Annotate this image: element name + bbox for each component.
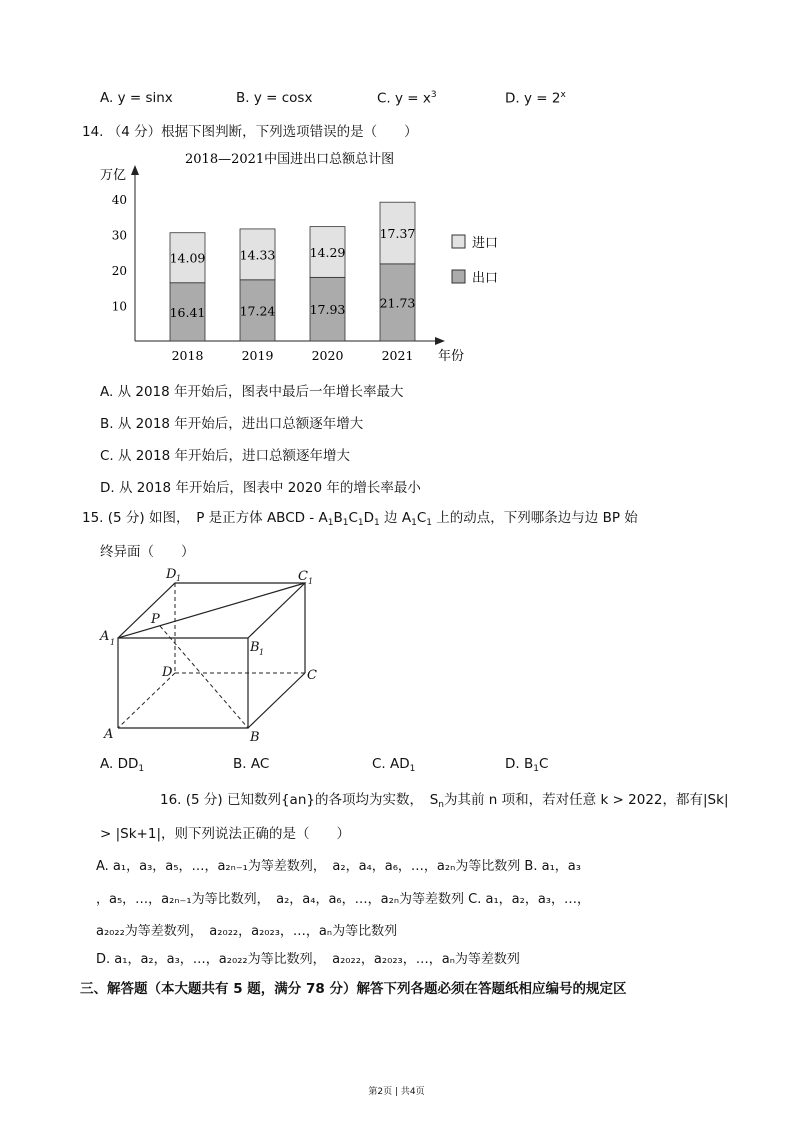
label-a: A: [104, 727, 114, 742]
q15-stem-cont: 终异面（ ）: [100, 544, 195, 560]
q13-option-c: C. $y = x^3$: [377, 90, 437, 107]
label-b1: B: [250, 640, 260, 655]
svg-text:1: 1: [176, 574, 182, 583]
bar-value-label: 17.37: [379, 226, 416, 242]
svg-text:1: 1: [259, 648, 265, 657]
q14-option-a: A. 从 2018 年开始后，图表中最后一年增长率最大: [100, 384, 404, 400]
chart-title: 2018—2021中国进出口总额总计图: [185, 152, 395, 167]
y-tick-label: 40: [111, 193, 127, 207]
svg-text:1: 1: [110, 638, 116, 647]
label-c: C: [307, 668, 317, 683]
q16-option-b: ，a₅，…，a₂ₙ₋₁为等比数列， a₂，a₄，a₆，…，a₂ₙ为等差数列 C. a₁，a₂，a₃，…，: [96, 892, 591, 907]
bar-value-label: 17.24: [239, 303, 276, 319]
legend-swatch: [452, 235, 465, 248]
cube-figure: [95, 560, 335, 745]
q15-option-b: B. AC: [233, 756, 270, 772]
legend-label: 进口: [472, 236, 499, 251]
q13-option-b: B. y = cosx: [236, 90, 313, 106]
q14-stem: 14. （4 分）根据下图判断，下列选项错误的是（ ）: [82, 124, 418, 140]
q14-option-b: B. 从 2018 年开始后，进出口总额逐年增大: [100, 416, 364, 432]
bar-value-label: 21.73: [379, 295, 416, 311]
x-tick-label: 2019: [241, 348, 274, 363]
q16-option-d: D. a₁，a₂，a₃，…，a₂₀₂₂为等比数列， a₂₀₂₂，a₂₀₂₃，…，aₙ为等差数列: [96, 952, 520, 967]
q15-option-d: D. $B_1C$: [505, 756, 549, 774]
label-p: P: [151, 612, 160, 627]
q13-option-a: A. y = sinx: [100, 90, 173, 106]
x-tick-label: 2020: [311, 348, 344, 363]
y-axis-label: 万亿: [100, 168, 127, 183]
label-d: D: [162, 665, 173, 680]
page-footer: 第2页 | 共4页: [368, 1087, 425, 1097]
bar-value-label: 17.93: [309, 302, 346, 318]
bar-value-label: 14.33: [239, 247, 276, 263]
y-tick-label: 30: [111, 228, 127, 243]
q15-option-c: C. $AD_1$: [372, 756, 416, 774]
label-d1: D: [166, 567, 177, 582]
q15-option-a: A. $DD_1$: [100, 756, 145, 774]
y-axis-arrow: [131, 165, 139, 175]
x-tick-label: 2021: [381, 348, 414, 363]
bar-value-label: 14.09: [169, 250, 206, 266]
x-tick-label: 2018: [171, 348, 204, 363]
q13-option-d: D. $y = 2^x$: [505, 90, 566, 107]
legend-swatch: [452, 270, 465, 283]
x-axis-label: 年份: [438, 349, 465, 364]
x-axis-arrow: [435, 337, 445, 345]
legend-label: 出口: [472, 271, 499, 286]
q15-stem: 15. (5 分) 如图， P 是正方体 ABCD - $A_1B_1C_1D_1$ 边 $A_1C_1$ 上的动点，下列哪条边与边 BP 始: [82, 510, 638, 528]
q16-stem: 16. (5 分) 已知数列{an}的各项均为实数， $S_n$为其前 n 项和，若对任意 k > 2022，都有|Sk|: [160, 792, 729, 810]
bar-value-label: 14.29: [309, 244, 346, 260]
svg-text:1: 1: [308, 577, 314, 586]
q16-stem-cont: > |Sk+1|，则下列说法正确的是（ ）: [100, 826, 350, 842]
q16-option-a: A. a₁，a₃，a₅，…，a₂ₙ₋₁为等差数列， a₂，a₄，a₆，…，a₂ₙ为等比数列 B. a₁，a₃: [96, 859, 581, 874]
y-tick-label: 10: [111, 299, 127, 314]
section-3-heading: 三、解答题（本大题共有 5 题，满分 78 分）解答下列各题必须在答题纸相应编号的规定区: [80, 981, 627, 997]
label-b: B: [250, 730, 260, 745]
q16-option-c: a₂₀₂₂为等差数列， a₂₀₂₂，a₂₀₂₃，…，aₙ为等比数列: [96, 924, 398, 939]
import-export-chart: [100, 145, 510, 370]
y-tick-label: 20: [111, 264, 127, 278]
q14-option-d: D. 从 2018 年开始后，图表中 2020 年的增长率最小: [100, 480, 421, 496]
label-a1: A: [100, 629, 110, 644]
label-c1: C: [298, 569, 308, 584]
q14-option-c: C. 从 2018 年开始后，进口总额逐年增大: [100, 448, 350, 464]
bar-value-label: 16.41: [169, 304, 206, 320]
